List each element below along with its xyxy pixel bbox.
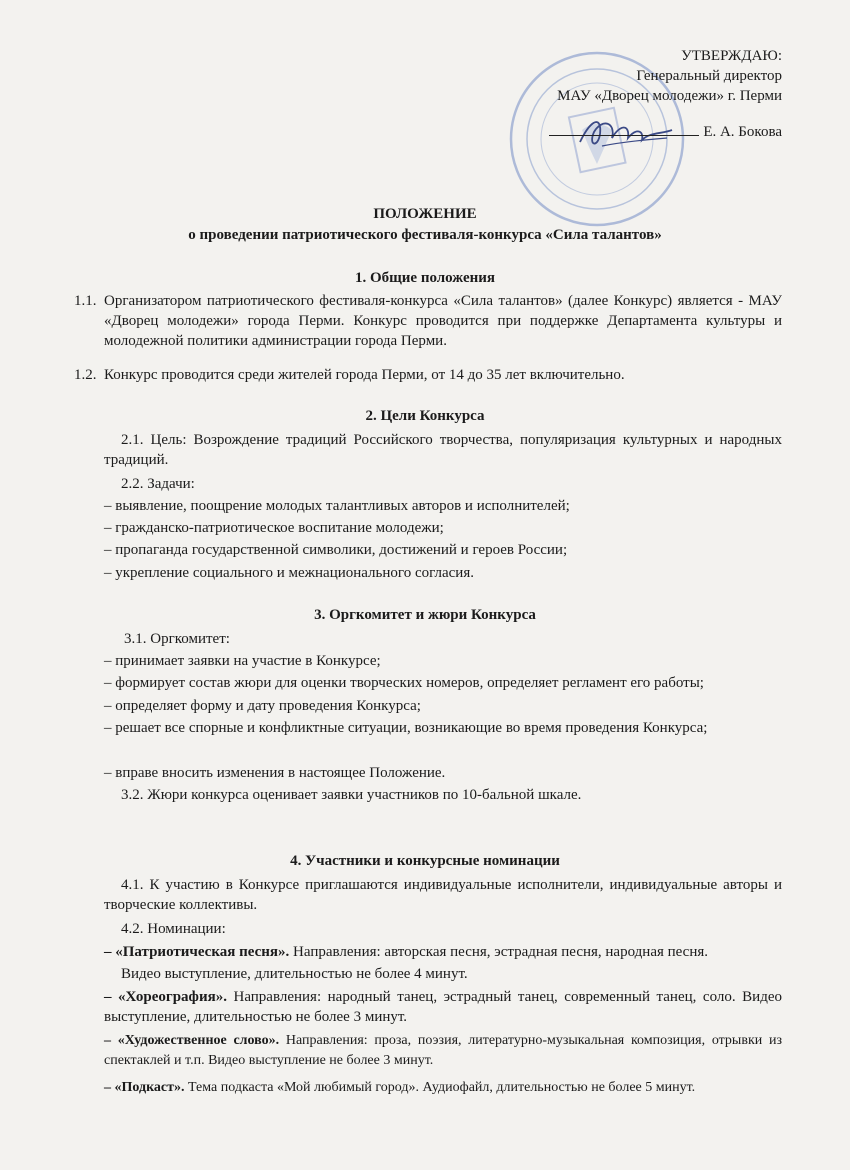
committee-item: – принимает заявки на участие в Конкурсе; [104,653,381,669]
approval-block [549,46,782,142]
section-4-heading: 4. Участники и конкурсные номинации [290,853,560,869]
approval-signature-line [549,122,782,142]
clause-1-2 [74,365,782,385]
nomination-name: – «Патриотическая песня». [104,944,290,960]
clause-text: Конкурс проводится среди жителей города Перми, от 14 до 35 лет включительно. [104,367,625,383]
section-3-heading: 3. Оргкомитет и жюри Конкурса [314,607,536,623]
task-item: – выявление, поощрение молодых талантливых авторов и исполнителей; [104,498,570,514]
nomination-text: Направления: проза, поэзия, литературно-музыкальная композиция, отрывки из спектаклей и т.п. Видео выступление не более 3 минут. [104,1033,782,1068]
approval-position: Генеральный директор [636,68,782,84]
clause-number: 1.2. [74,367,97,383]
committee-item: – вправе вносить изменения в настоящее Положение. [104,765,446,781]
section-1-heading: 1. Общие положения [354,270,496,286]
committee-item: – решает все спорные и конфликтные ситуации, возникающие во время проведения Конкурса; [104,720,708,736]
nomination-item [104,1078,782,1098]
nomination-item [104,987,782,1027]
task-item: – пропаганда государственной символики, достижений и героев России; [104,542,568,558]
clause-2-1: 2.1. Цель: Возрождение традиций Российского творчества, популяризация культурных и народных традиций. [104,432,782,468]
clause-2-2: 2.2. Задачи: [121,476,195,492]
nomination-text: Направления: авторская песня, эстрадная песня, народная песня. [289,944,709,960]
nomination-item [104,1031,782,1071]
clause-3-1: 3.1. Оргкомитет: [124,631,230,647]
nomination-text: Тема подкаста «Мой любимый город». Аудиофайл, длительностью не более 5 минут. [184,1080,696,1095]
nomination-name: – «Подкаст». [104,1080,185,1095]
approval-organization: МАУ «Дворец молодежи» г. Перми [557,88,782,104]
committee-item: – формирует состав жюри для оценки творческих номеров, определяет регламент его работы; [104,675,704,691]
committee-item: – определяет форму и дату проведения Конкурса; [104,698,421,714]
document-title: ПОЛОЖЕНИЕ [373,206,477,222]
task-item: – гражданско-патриотическое воспитание молодежи; [104,520,444,536]
nomination-name: – «Художественное слово». [104,1033,280,1048]
nomination-item [104,942,782,962]
clause-text: Организатором патриотического фестиваля-конкурса «Сила талантов» (далее Конкурс) является - МАУ «Дворец молодежи» города Перми. Конкурс проводится при поддержке Департамента культуры и молодежной политики администрации города Перми. [104,293,782,349]
nomination-text: Направления: народный танец, эстрадный танец, современный танец, соло. Видео выступление, длительностью не более 3 минут. [104,989,782,1025]
clause-3-2: 3.2. Жюри конкурса оценивает заявки участников по 10-бальной шкале. [121,787,582,803]
document-subtitle: о проведении патриотического фестиваля-конкурса «Сила талантов» [188,227,662,243]
section-2-heading: 2. Цели Конкурса [365,408,485,424]
clause-1-1 [74,291,782,351]
clause-4-2: 4.2. Номинации: [121,921,226,937]
task-item: – укрепление социального и межнационального согласия. [104,565,474,581]
nomination-name: – «Хореография». [104,989,227,1005]
clause-4-1: 4.1. К участию в Конкурсе приглашаются индивидуальные исполнители, индивидуальные авторы и творческие коллективы. [104,877,782,913]
nomination-item-continued: Видео выступление, длительностью не более 4 минут. [121,966,468,982]
clause-number: 1.1. [74,293,97,309]
approval-signer: Е. А. Бокова [703,124,782,140]
approval-label: УТВЕРЖДАЮ: [681,48,782,64]
